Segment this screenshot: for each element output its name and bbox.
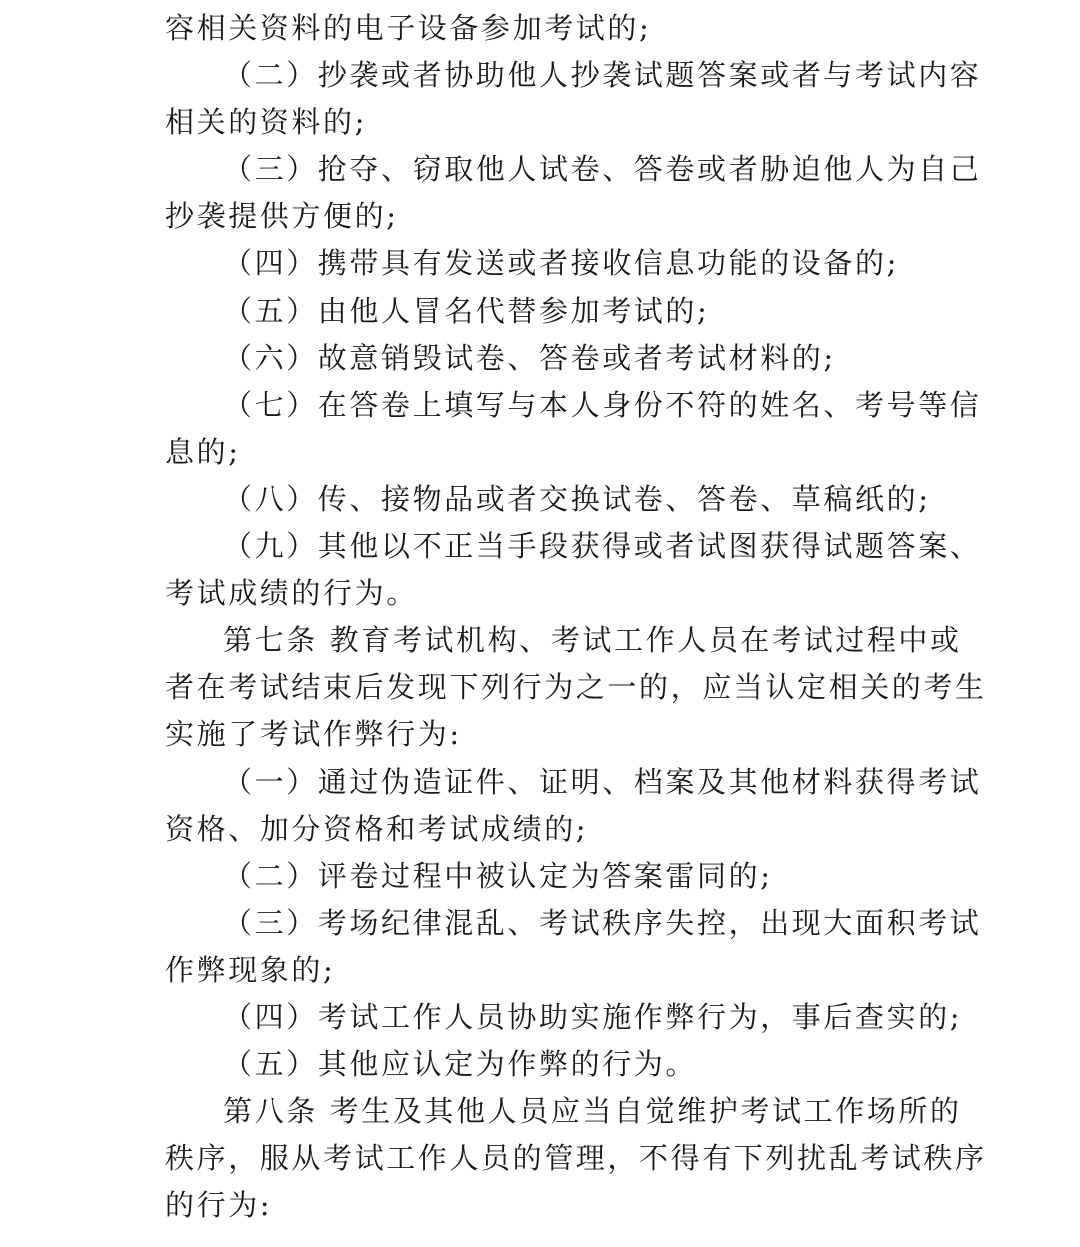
text-line: 抄袭提供方便的;	[165, 199, 399, 234]
document-body	[165, 5, 987, 1229]
text-line: （七）在答卷上填写与本人身份不符的姓名、考号等信	[223, 387, 982, 422]
text-line: （五）由他人冒名代替参加考试的;	[223, 293, 710, 328]
text-line: （三）考场纪律混乱、考试秩序失控，出现大面积考试	[223, 905, 982, 940]
text-line: （二）评卷过程中被认定为答案雷同的;	[223, 858, 773, 893]
text-line: 息的;	[165, 434, 241, 469]
text-line: 秩序，服从考试工作人员的管理，不得有下列扰乱考试秩序	[165, 1141, 987, 1176]
text-line: （九）其他以不正当手段获得或者试图获得试题答案、	[223, 529, 982, 564]
article-heading-line: 第八条 考生及其他人员应当自觉维护考试工作场所的	[223, 1094, 962, 1129]
text-line: 的行为:	[165, 1188, 273, 1223]
text-line: 容相关资料的电子设备参加考试的;	[165, 11, 652, 45]
text-line: 实施了考试作弊行为:	[165, 717, 462, 752]
text-line: （五）其他应认定为作弊的行为。	[223, 1047, 698, 1082]
article-heading-line: 第七条 教育考试机构、考试工作人员在考试过程中或	[223, 623, 962, 658]
text-line: 相关的资料的;	[165, 105, 367, 140]
text-line: 考试成绩的行为。	[165, 576, 418, 611]
text-line: （四）考试工作人员协助实施作弊行为，事后查实的;	[223, 999, 963, 1034]
text-line: 资格、加分资格和考试成绩的;	[165, 811, 589, 846]
text-line: （三）抢夺、窃取他人试卷、答卷或者胁迫他人为自己	[223, 152, 982, 187]
text-line: （六）故意销毁试卷、答卷或者考试材料的;	[223, 340, 836, 375]
text-line: （二）抄袭或者协助他人抄袭试题答案或者与考试内容	[223, 58, 982, 93]
text-line: 者在考试结束后发现下列行为之一的，应当认定相关的考生	[165, 670, 987, 705]
text-line: 作弊现象的;	[165, 952, 336, 987]
text-line: （一）通过伪造证件、证明、档案及其他材料获得考试	[223, 764, 982, 799]
text-line: （八）传、接物品或者交换试卷、答卷、草稿纸的;	[223, 481, 931, 516]
text-line: （四）携带具有发送或者接收信息功能的设备的;	[223, 246, 899, 281]
